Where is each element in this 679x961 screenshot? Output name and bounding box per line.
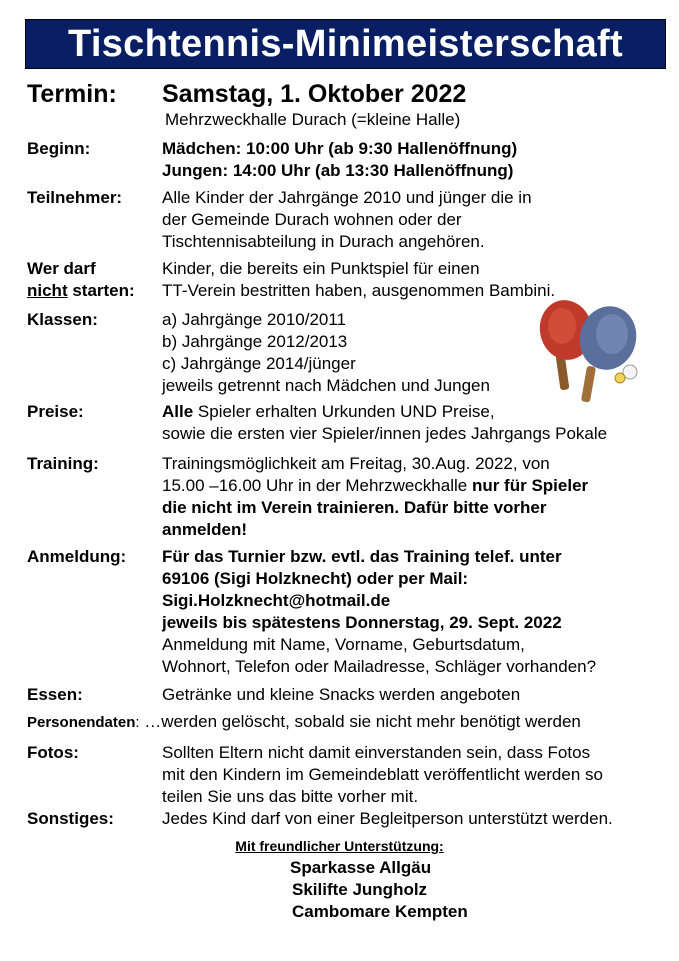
anmeldung-label: Anmeldung: bbox=[27, 547, 127, 566]
termin-label: Termin: bbox=[27, 80, 117, 108]
personendaten-label bbox=[27, 711, 581, 734]
preise-label: Preise: bbox=[27, 402, 84, 421]
werdarf-label-line2 bbox=[27, 280, 135, 302]
personendaten-text: …werden gelöscht, sobald sie nicht mehr benötigt werden bbox=[139, 712, 581, 731]
page-title: Tischtennis-Minimeisterschaft bbox=[68, 22, 623, 65]
training-line2-normal: 15.00 –16.00 Uhr in der Mehrzweckhalle bbox=[162, 476, 472, 495]
starten-word: starten: bbox=[67, 281, 135, 300]
nicht-word: nicht bbox=[27, 281, 68, 300]
klassen-line: a) Jahrgänge 2010/2011 bbox=[162, 310, 347, 329]
sponsor-name: Cambomare Kempten bbox=[292, 902, 468, 921]
preise-line2: sowie die ersten vier Spieler/innen jedes Jahrgangs Pokale bbox=[162, 424, 608, 443]
preise-line1 bbox=[162, 401, 495, 423]
klassen-label: Klassen: bbox=[27, 310, 98, 329]
beginn-line: Jungen: 14:00 Uhr (ab 13:30 Hallenöffnung) bbox=[162, 161, 514, 180]
termin-venue: Mehrzweckhalle Durach (=kleine Halle) bbox=[165, 110, 461, 129]
anmeldung-bold-line: jeweils bis spätestens Donnerstag, 29. Sept. 2022 bbox=[162, 613, 562, 632]
teilnehmer-line: Alle Kinder der Jahrgänge 2010 und jünger die in bbox=[162, 188, 532, 207]
personendaten-colon: : bbox=[135, 714, 140, 731]
anmeldung-email: Sigi.Holzknecht@hotmail.de bbox=[162, 591, 391, 610]
sponsor-name: Skilifte Jungholz bbox=[292, 880, 428, 899]
anmeldung-line: Wohnort, Telefon oder Mailadresse, Schläger vorhanden? bbox=[162, 657, 597, 676]
preise-line1-rest: Spieler erhalten Urkunden UND Preise, bbox=[193, 402, 495, 421]
fotos-line: mit den Kindern im Gemeindeblatt veröffentlicht werden so bbox=[162, 765, 603, 784]
fotos-label: Fotos: bbox=[27, 743, 79, 762]
fotos-line: Sollten Eltern nicht damit einverstanden sein, dass Fotos bbox=[162, 743, 591, 762]
sonstiges-text: Jedes Kind darf von einer Begleitperson unterstützt werden. bbox=[162, 809, 613, 828]
title-banner bbox=[25, 19, 666, 69]
klassen-line: c) Jahrgänge 2014/jünger bbox=[162, 354, 356, 373]
ping-pong-paddles-icon bbox=[538, 296, 646, 408]
werdarf-line: Kinder, die bereits ein Punktspiel für einen bbox=[162, 259, 480, 278]
preise-bold-word: Alle bbox=[162, 402, 194, 421]
training-line4: anmelden! bbox=[162, 520, 248, 539]
klassen-line: b) Jahrgänge 2012/2013 bbox=[162, 332, 348, 351]
anmeldung-bold-line: Für das Turnier bzw. evtl. das Training telef. unter bbox=[162, 547, 562, 566]
training-line3: die nicht im Verein trainieren. Dafür bitte vorher bbox=[162, 498, 547, 517]
anmeldung-line: Anmeldung mit Name, Vorname, Geburtsdatum, bbox=[162, 635, 525, 654]
teilnehmer-line: der Gemeinde Durach wohnen oder der bbox=[162, 210, 462, 229]
training-line1: Trainingsmöglichkeit am Freitag, 30.Aug. 2022, von bbox=[162, 454, 550, 473]
training-line2 bbox=[162, 475, 588, 497]
training-line2-bold: nur für Spieler bbox=[471, 476, 589, 495]
training-label: Training: bbox=[27, 454, 99, 473]
fotos-line: teilen Sie uns das bitte vorher mit. bbox=[162, 787, 419, 806]
klassen-line: jeweils getrennt nach Mädchen und Jungen bbox=[162, 376, 490, 395]
termin-date: Samstag, 1. Oktober 2022 bbox=[162, 80, 467, 108]
teilnehmer-label: Teilnehmer: bbox=[27, 188, 123, 207]
sponsor-heading: Mit freundlicher Unterstützung: bbox=[235, 838, 444, 854]
beginn-line: Mädchen: 10:00 Uhr (ab 9:30 Hallenöffnung) bbox=[162, 139, 518, 158]
personendaten-word: Personendaten bbox=[27, 714, 136, 731]
essen-label: Essen: bbox=[27, 685, 83, 704]
sonstiges-label: Sonstiges: bbox=[27, 809, 114, 828]
teilnehmer-line: Tischtennisabteilung in Durach angehören. bbox=[162, 232, 485, 251]
sponsor-name: Sparkasse Allgäu bbox=[290, 858, 432, 877]
beginn-label: Beginn: bbox=[27, 139, 91, 158]
anmeldung-bold-line: 69106 (Sigi Holzknecht) oder per Mail: bbox=[162, 569, 469, 588]
essen-text: Getränke und kleine Snacks werden angeboten bbox=[162, 685, 521, 704]
werdarf-label-line1: Wer darf bbox=[27, 259, 96, 278]
werdarf-line: TT-Verein bestritten haben, ausgenommen Bambini. bbox=[162, 281, 556, 300]
